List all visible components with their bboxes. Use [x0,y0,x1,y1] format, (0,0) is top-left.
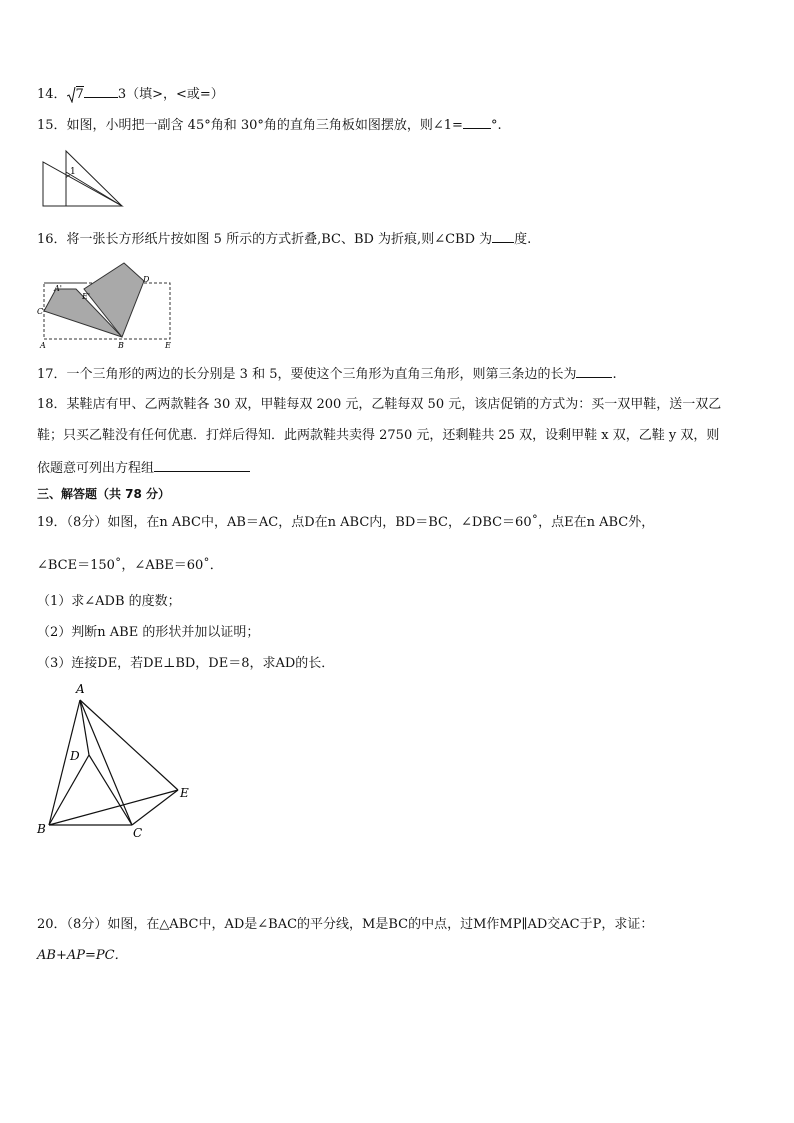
question-18-line-1: 18．某鞋店有甲、乙两款鞋各 30 双，甲鞋每双 200 元，乙鞋每双 50 元，该店促销的方式为：买一双甲鞋，送一双乙 [37,397,722,412]
q16-label-e: E [165,341,171,349]
question-18-line-2: 鞋；只买乙鞋没有任何优惠．打烊后得知．此两款鞋共卖得 2750 元，还剩鞋共 25 双，设剩甲鞋 x 双，乙鞋 y 双，则 [37,428,720,443]
q16-answer-blank[interactable] [492,229,514,243]
q18-text: 依题意可列出方程组 [37,461,155,476]
q19-label-c: C [133,826,143,840]
q14-after-text: 3（填>，<或=） [117,87,224,102]
question-18-line-3 [37,458,250,478]
q15-angle-label: 1 [70,167,76,177]
section-3-heading: 三、解答题（共 78 分） [37,487,171,501]
q19-geometry-figure [34,680,204,842]
question-16 [37,229,531,249]
q19-label-a: A [76,682,85,696]
question-15 [37,115,502,135]
q16-text-post: 度. [514,232,532,247]
question-19-line-1: 19．（8分）如图，在n ABC中，AB＝AC，点D在n ABC内，BD＝BC，∠DBC＝60˚，点E在n ABC外， [37,515,655,530]
question-20-line-2: AB+AP=PC． [37,948,128,963]
q16-label-b: B [118,341,124,349]
q16-text: 16．将一张长方形纸片按如图 5 所示的方式折叠,BC、BD 为折痕,则∠CBD 为 [37,232,493,247]
q15-text: 15．如图，小明把一副含 45°角和 30°角的直角三角板如图摆放，则∠1= [37,118,463,133]
question-19-sub-2: （2）判断n ABE 的形状并加以证明； [37,625,260,640]
q14-answer-blank[interactable] [84,84,118,98]
question-19-sub-1: （1）求∠ADB 的度数； [37,594,181,609]
question-14 [37,84,224,104]
q15-answer-blank[interactable] [463,115,491,129]
q15-triangle-figure [40,148,130,210]
q15-text-post: °. [490,118,502,133]
q17-text-post: . [612,367,617,382]
question-19-sub-3: （3）连接DE，若DE⊥BD，DE＝8，求AD的长． [37,656,335,671]
q19-label-b: B [37,822,46,836]
question-17 [37,364,617,384]
sqrt-radicand: 7 [75,87,84,102]
q19-label-e: E [180,786,189,800]
q16-label-c: C [37,307,44,316]
radical-sign-icon [67,87,76,103]
q16-label-a-prime: A' [54,284,62,293]
q17-answer-blank[interactable] [576,364,612,378]
q17-text: 17．一个三角形的两边的长分别是 3 和 5，要使这个三角形为直角三角形，则第三条边的长为 [37,367,577,382]
q16-folding-figure [36,259,181,349]
q14-number: 14． [37,87,67,102]
question-20-line-1: 20．（8分）如图，在△ABC中，AD是∠BAC的平分线，M是BC的中点，过M作MP∥AD交AC于P，求证： [37,917,654,932]
q16-label-a: A [40,341,46,349]
question-19-line-2: ∠BCE＝150˚，∠ABE＝60˚． [37,558,223,573]
q16-label-e-prime: E' [82,292,91,301]
q18-answer-blank[interactable] [154,458,250,472]
q16-label-d: D [143,275,150,284]
sqrt-expression [67,86,84,104]
q19-label-d: D [70,749,80,763]
